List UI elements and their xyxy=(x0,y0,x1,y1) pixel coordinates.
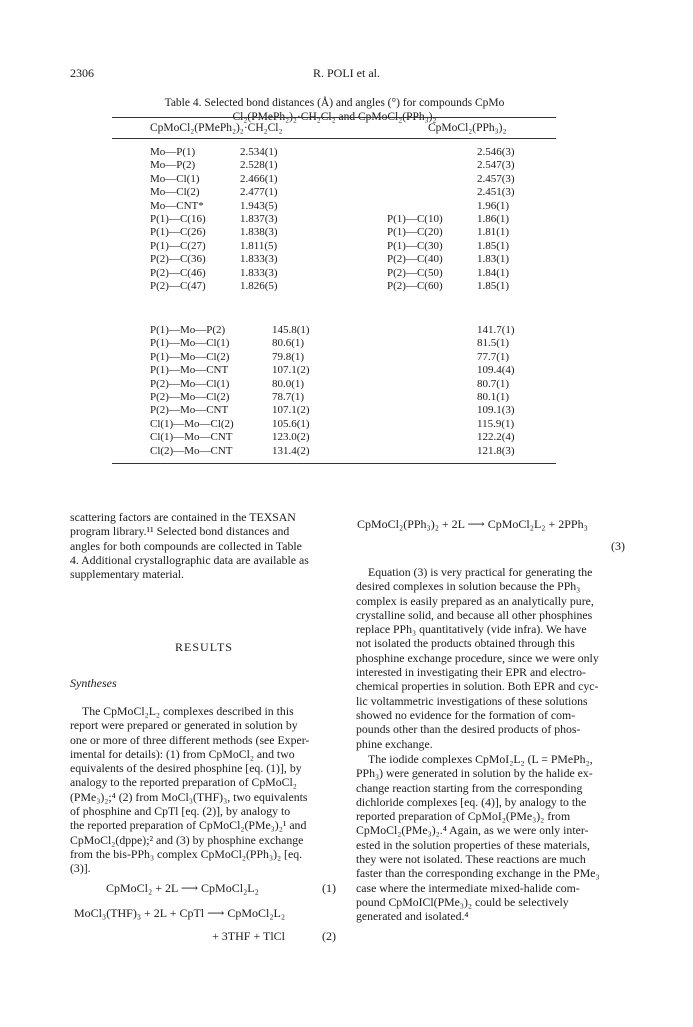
angle-label: P(2)—Mo—Cl(2) xyxy=(150,390,230,403)
bond-value-left: 2.466(1) xyxy=(240,172,278,185)
angle-label: P(1)—Mo—CNT xyxy=(150,364,229,377)
angle-value-left: 107.1(2) xyxy=(272,364,310,377)
text-line: interested in investigating their EPR and electro- xyxy=(356,665,586,680)
bond-label: Mo—Cl(2) xyxy=(150,186,200,199)
bond-label-right: P(1)—C(20) xyxy=(387,226,443,239)
bond-value-left: 2.528(1) xyxy=(240,159,278,172)
table-col-header-left: CpMoCl₂(PMePh₂)₂·CH₂Cl₂ xyxy=(150,122,283,134)
text-line: of phosphine and CpTl [eq. (2)], by analogy to xyxy=(70,804,291,819)
text-line: case where the intermediate mixed-halide com- xyxy=(356,880,580,895)
text-line: not isolated the products obtained through this xyxy=(356,636,575,651)
text-line: PPh₃) were generated in solution by the halide ex- xyxy=(356,766,593,781)
bond-value-right: 1.86(1) xyxy=(477,212,510,225)
page-number: 2306 xyxy=(70,66,94,80)
angle-value-left: 123.0(2) xyxy=(272,431,310,444)
text-line: ested in the solution properties of these materials, xyxy=(356,837,590,852)
bond-value-left: 1.838(3) xyxy=(240,226,278,239)
angle-value-left: 79.8(1) xyxy=(272,350,305,363)
angle-label: P(2)—Mo—Cl(1) xyxy=(150,377,230,390)
text-line: pounds other than the desired products of phos- xyxy=(356,722,581,737)
text-line: equivalents of the desired phosphine [eq. (1)], by xyxy=(70,761,302,776)
angle-value-right: 81.5(1) xyxy=(477,337,510,350)
bond-label: P(1)—C(26) xyxy=(150,226,206,239)
text-line: change reaction starting from the corresponding xyxy=(356,780,583,795)
text-line: the reported preparation of CpMoCl₂(PMe₃)₂¹ and xyxy=(70,818,307,833)
angle-value-right: 115.9(1) xyxy=(477,417,515,430)
table-row xyxy=(0,213,693,226)
angle-value-right: 109.1(3) xyxy=(477,404,515,417)
equation-3: CpMoCl₂(PPh₃)₂ + 2L ⟶ CpMoCl₂L₂ + 2PPh₃ xyxy=(357,517,588,531)
bond-value-right: 2.547(3) xyxy=(477,159,515,172)
text-line: chemical properties in solution. Both EPR and cyc- xyxy=(356,679,599,694)
table-row xyxy=(0,404,693,417)
table-row xyxy=(0,253,693,266)
text-line: Equation (3) is very practical for generating the xyxy=(368,565,593,579)
text-line: complex is easily prepared as an analytically pure, xyxy=(356,593,594,608)
equation-2-number: (2) xyxy=(322,929,336,943)
bond-label: P(1)—C(27) xyxy=(150,239,206,252)
equation-3-number: (3) xyxy=(611,539,625,553)
text-line: dichloride complexes [eq. (4)], by analogy to the xyxy=(356,794,587,809)
table-row xyxy=(0,445,693,458)
table-row xyxy=(0,146,693,159)
bond-value-right: 2.546(3) xyxy=(477,146,515,158)
table-row xyxy=(0,364,693,377)
text-line: scattering factors are contained in the TEXSAN xyxy=(70,510,296,524)
bond-label-right: P(2)—C(40) xyxy=(387,253,443,266)
equation-2-line-2: + 3THF + TlCl xyxy=(212,929,285,943)
angle-value-left: 107.1(2) xyxy=(272,404,310,417)
table-bottom-rule xyxy=(112,463,556,464)
text-line: generated and isolated.⁴ xyxy=(356,909,469,924)
text-line: CpMoCl₂(PMe₃)₂.⁴ Again, as we were only inter- xyxy=(356,823,589,838)
text-line: supplementary material. xyxy=(70,567,184,582)
angle-value-left: 131.4(2) xyxy=(272,444,310,457)
angle-value-right: 80.1(1) xyxy=(477,390,510,403)
bond-label: Mo—P(2) xyxy=(150,159,196,172)
subsection-heading: Syntheses xyxy=(70,676,117,690)
table-row xyxy=(0,159,693,172)
bond-value-right: 1.83(1) xyxy=(477,253,510,266)
bond-value-right: 2.457(3) xyxy=(477,172,515,185)
table-distances xyxy=(0,146,693,293)
bond-value-left: 1.837(3) xyxy=(240,212,278,225)
text-line: report were prepared or generated in solution by xyxy=(70,718,298,733)
table-header-rule xyxy=(112,138,556,139)
angle-label: P(1)—Mo—P(2) xyxy=(150,324,226,336)
table-top-rule xyxy=(112,117,556,118)
bond-value-right: 1.85(1) xyxy=(477,239,510,252)
bond-label-right: P(1)—C(10) xyxy=(387,212,443,225)
bond-label: P(2)—C(36) xyxy=(150,253,206,266)
bond-label-right: P(1)—C(30) xyxy=(387,239,443,252)
bond-value-left: 2.477(1) xyxy=(240,186,278,199)
caption-line-2: Cl₂(PMePh₂)₂·CH₂Cl₂ and CpMoCl₂(PPh₃)₂ xyxy=(232,111,437,123)
right-paragraph-1 xyxy=(356,565,639,751)
text-line: showed no evidence for the formation of com- xyxy=(356,707,576,722)
angle-value-left: 80.0(1) xyxy=(272,377,305,390)
text-line: faster than the corresponding exchange in the PMe₃ xyxy=(356,866,600,881)
angle-value-right: 141.7(1) xyxy=(477,324,515,336)
bond-label-right: P(2)—C(60) xyxy=(387,279,443,292)
angle-value-right: 121.8(3) xyxy=(477,444,515,457)
text-line: The iodide complexes CpMoI₂L₂ (L = PMePh₂, xyxy=(368,752,593,766)
bond-value-right: 1.96(1) xyxy=(477,199,510,212)
bond-value-left: 1.811(5) xyxy=(240,239,278,252)
bond-label: Mo—Cl(1) xyxy=(150,172,200,185)
left-paragraph-syntheses xyxy=(70,704,338,876)
table-col-header-right: CpMoCl₂(PPh₃)₂ xyxy=(428,122,507,134)
table-row xyxy=(0,267,693,280)
table-row xyxy=(0,280,693,293)
bond-value-right: 1.84(1) xyxy=(477,266,510,279)
text-line: (PMe₃)₂;⁴ (2) from MoCl₃(THF)₃, two equivalents xyxy=(70,789,308,804)
bond-value-left: 1.943(5) xyxy=(240,199,278,212)
text-line: The CpMoCl₂L₂ complexes described in this xyxy=(82,704,294,718)
table-row xyxy=(0,200,693,213)
text-line: pound CpMoICl(PMe₃)₂ could be selectively xyxy=(356,894,569,909)
equation-2-line-1: MoCl₃(THF)₃ + 2L + CpTl ⟶ CpMoCl₂L₂ xyxy=(74,906,286,920)
text-line: (3)]. xyxy=(70,861,91,876)
table-row xyxy=(0,378,693,391)
angle-label: Cl(2)—Mo—CNT xyxy=(150,444,233,457)
text-line: from the bis-PPh₃ complex CpMoCl₂(PPh₃)₂ [eq. xyxy=(70,846,303,861)
angle-value-right: 109.4(4) xyxy=(477,364,515,377)
angle-value-left: 105.6(1) xyxy=(272,417,310,430)
angle-label: Cl(1)—Mo—Cl(2) xyxy=(150,417,234,430)
bond-value-left: 1.833(3) xyxy=(240,266,278,279)
table-row xyxy=(0,351,693,364)
equation-1-number: (1) xyxy=(322,881,336,895)
text-line: desired complexes in solution because the PPh₃ xyxy=(356,579,581,594)
text-line: 4. Additional crystallographic data are available as xyxy=(70,552,309,567)
bond-label: P(1)—C(16) xyxy=(150,212,206,225)
text-line: they were not isolated. These reactions are much xyxy=(356,852,586,867)
table-row xyxy=(0,337,693,350)
text-line: program library.¹¹ Selected bond distances and xyxy=(70,524,290,539)
table-row xyxy=(0,173,693,186)
angle-value-left: 78.7(1) xyxy=(272,390,305,403)
equation-1: CpMoCl₂ + 2L ⟶ CpMoCl₂L₂ xyxy=(106,881,259,895)
angle-label: P(2)—Mo—CNT xyxy=(150,404,229,417)
bond-label: Mo—P(1) xyxy=(150,146,196,158)
text-line: CpMoCl₂(dppe);² and (3) by phosphine exchange xyxy=(70,832,304,847)
text-line: replace PPh₃ quantitatively (vide infra). We have xyxy=(356,622,587,637)
bond-value-right: 1.81(1) xyxy=(477,226,510,239)
angle-value-right: 80.7(1) xyxy=(477,377,510,390)
angle-label: Cl(1)—Mo—CNT xyxy=(150,431,233,444)
angle-label: P(1)—Mo—Cl(2) xyxy=(150,350,230,363)
table-caption xyxy=(112,96,557,124)
angle-value-left: 145.8(1) xyxy=(272,324,310,336)
table-row xyxy=(0,240,693,253)
text-line: angles for both compounds are collected in Table xyxy=(70,538,302,553)
text-line: reported preparation of CpMoI₂(PMe₃)₂ from xyxy=(356,809,571,824)
table-row xyxy=(0,186,693,199)
text-line: lic voltammetric investigations of these solutions xyxy=(356,693,588,708)
angle-value-right: 122.2(4) xyxy=(477,431,515,444)
angle-label: P(1)—Mo—Cl(1) xyxy=(150,337,230,350)
caption-line-1: Table 4. Selected bond distances (Å) and angles (°) for compounds CpMo xyxy=(164,97,505,109)
bond-value-left: 1.833(3) xyxy=(240,253,278,266)
table-row xyxy=(0,431,693,444)
table-row xyxy=(0,391,693,404)
text-line: analogy to the reported preparation of CpMoCl₂ xyxy=(70,775,297,790)
running-head: R. POLI et al. xyxy=(313,66,380,80)
text-line: one or more of three different methods (see Exper- xyxy=(70,732,310,747)
left-column xyxy=(70,510,338,581)
text-line: imental for details): (1) from CpMoCl₂ and two xyxy=(70,746,295,761)
bond-value-left: 2.534(1) xyxy=(240,146,278,158)
angle-value-right: 77.7(1) xyxy=(477,350,510,363)
table-row xyxy=(0,418,693,431)
right-paragraph-2 xyxy=(356,752,639,924)
bond-label-right: P(2)—C(50) xyxy=(387,266,443,279)
bond-value-right: 1.85(1) xyxy=(477,279,510,292)
angle-value-left: 80.6(1) xyxy=(272,337,305,350)
table-angles xyxy=(0,324,693,458)
text-line: phine exchange. xyxy=(356,736,433,751)
text-line: crystalline solid, and because all other phosphines xyxy=(356,607,593,622)
text-line: phosphine exchange procedure, since we were only xyxy=(356,650,599,665)
table-row xyxy=(0,324,693,337)
bond-value-left: 1.826(5) xyxy=(240,279,278,292)
bond-value-right: 2.451(3) xyxy=(477,186,515,199)
bond-label: Mo—CNT* xyxy=(150,199,204,212)
bond-label: P(2)—C(47) xyxy=(150,279,206,292)
section-heading: RESULTS xyxy=(175,640,233,654)
bond-label: P(2)—C(46) xyxy=(150,266,206,279)
table-row xyxy=(0,226,693,239)
